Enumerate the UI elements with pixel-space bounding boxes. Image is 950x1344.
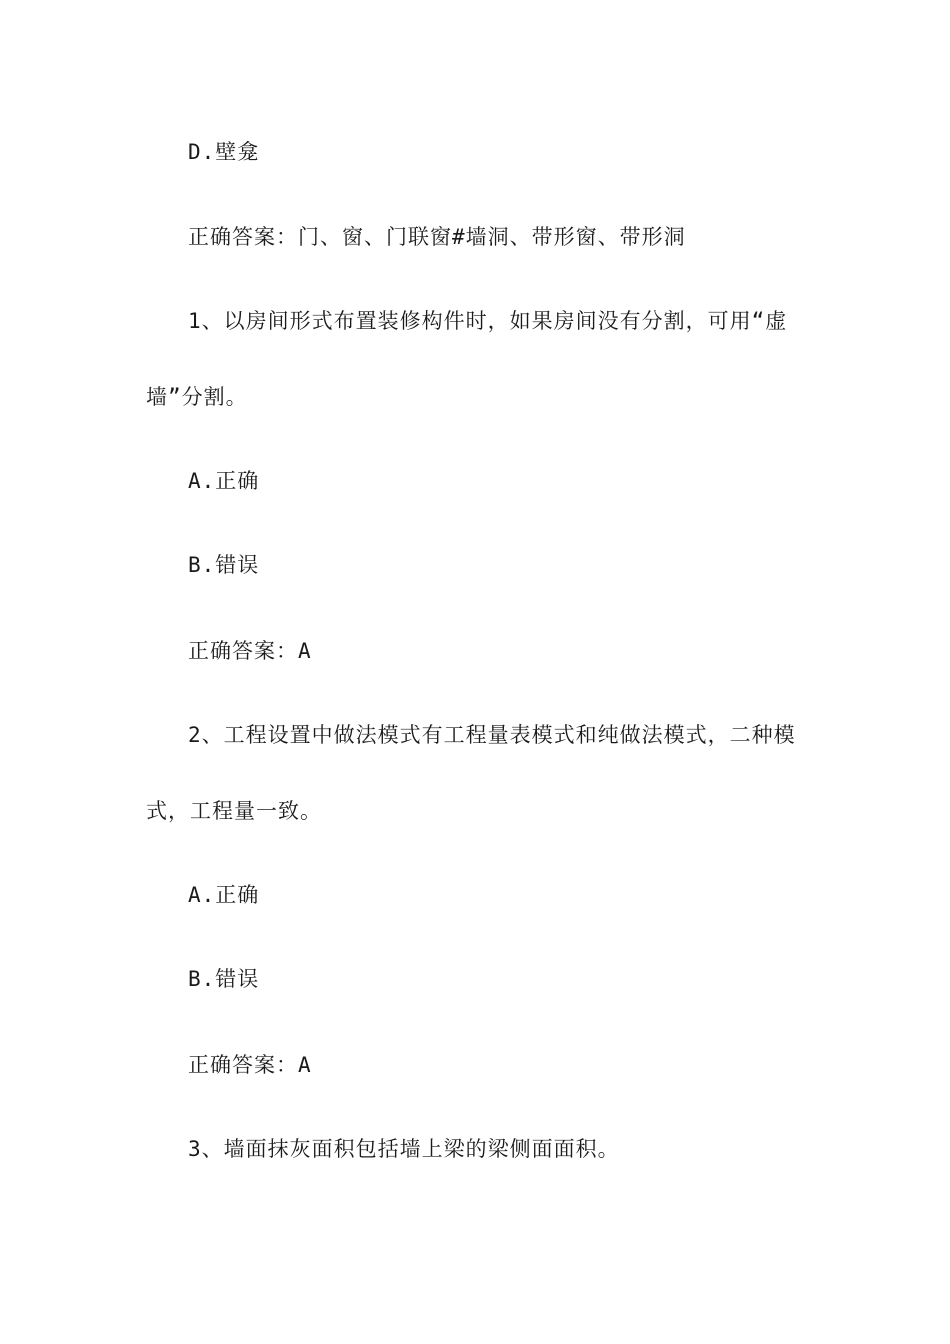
question-3-line-1: 3、墙面抹灰面积包括墙上梁的梁侧面面积。	[188, 1137, 620, 1161]
question-1-option-a: A.正确	[188, 469, 260, 493]
question-2-line-2: 式，工程量一致。	[146, 799, 322, 823]
question-1-option-b: B.错误	[188, 553, 260, 577]
question-1-answer: 正确答案：A	[188, 639, 312, 663]
question-1-line-2: 墙”分割。	[146, 385, 248, 409]
answer-line: 正确答案：门、窗、门联窗#墙洞、带形窗、带形洞	[188, 225, 686, 249]
question-1-line-1: 1、以房间形式布置装修构件时，如果房间没有分割，可用“虚	[188, 309, 788, 333]
question-2-line-1: 2、工程设置中做法模式有工程量表模式和纯做法模式，二种模	[188, 723, 796, 747]
question-2-option-a: A.正确	[188, 883, 260, 907]
question-2-option-b: B.错误	[188, 967, 260, 991]
question-2-answer: 正确答案：A	[188, 1053, 312, 1077]
option-d: D.壁龛	[188, 140, 260, 164]
